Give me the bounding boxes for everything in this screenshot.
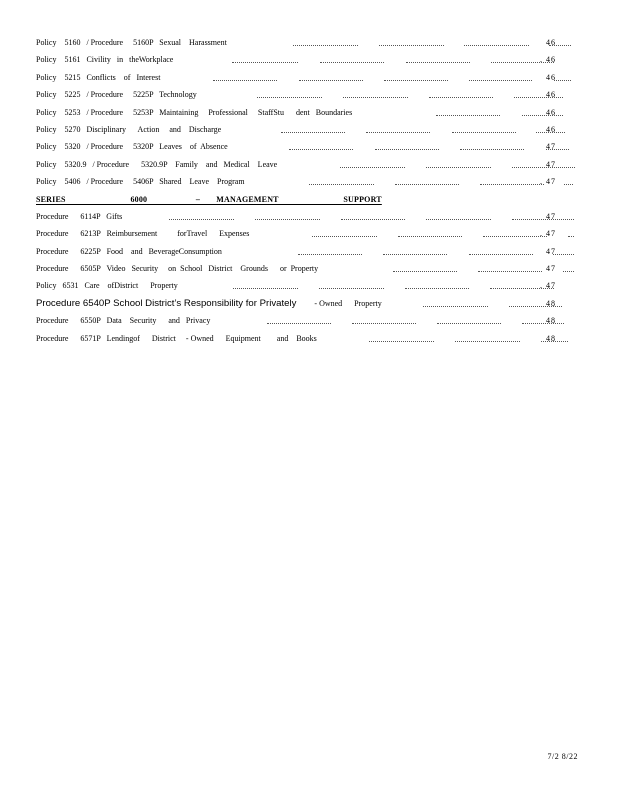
- toc-page-number: . 46: [540, 55, 556, 65]
- toc-dot-leader: [343, 85, 408, 98]
- toc-page-number: 46: [546, 90, 556, 100]
- toc-dot-leader: [232, 50, 298, 63]
- toc-dot-leader: [554, 68, 571, 81]
- toc-entry-title: Procedure 6550P Data Security and Privacy: [36, 316, 211, 326]
- table-of-contents: [36, 37, 556, 350]
- toc-dot-leader: [553, 242, 574, 255]
- toc-dot-leader: [340, 155, 405, 168]
- toc-dot-leader: [375, 137, 439, 150]
- toc-dot-leader: [405, 276, 469, 289]
- toc-entry-title: Policy 5253 / Procedure 5253P Maintaining Professional StaffStu dent Boundaries: [36, 107, 353, 117]
- toc-entry-title: Policy 6531 Care ofDistrict Property: [36, 281, 178, 291]
- toc-dot-leader: [395, 172, 459, 185]
- toc-dot-leader: [366, 120, 430, 133]
- toc-dot-leader: [213, 68, 277, 81]
- toc-dot-leader: [460, 137, 524, 150]
- toc-dot-leader: [512, 155, 575, 168]
- toc-page-number: . 47: [540, 177, 556, 187]
- toc-dot-leader: [352, 311, 416, 324]
- toc-dot-leader: [563, 259, 574, 272]
- toc-entry-title: Procedure 6505P Video Security on School District Grounds or Property: [36, 264, 319, 274]
- toc-dot-leader: [478, 259, 542, 272]
- toc-entry-title: Procedure 6225P Food and BeverageConsumption: [36, 246, 222, 256]
- toc-page-number: 46: [546, 72, 556, 82]
- toc-entry-title: Policy 5161 Civility in theWorkplace: [36, 55, 174, 65]
- toc-page-number: 46: [546, 124, 556, 134]
- toc-dot-leader: [522, 103, 563, 116]
- toc-dot-leader: [379, 33, 444, 46]
- toc-page-number: 47: [546, 211, 556, 221]
- toc-dot-leader: [257, 85, 322, 98]
- toc-dot-leader: [267, 311, 331, 324]
- toc-entry-title: Policy 5406 / Procedure 5406P Shared Leave Program: [36, 177, 245, 187]
- toc-entry-title-rest: - Owned Property: [314, 298, 382, 308]
- toc-page-number: 46: [546, 107, 556, 117]
- toc-dot-leader: [437, 311, 501, 324]
- toc-dot-leader: [464, 33, 529, 46]
- toc-dot-leader: [320, 50, 384, 63]
- toc-dot-leader: [383, 242, 447, 255]
- toc-dot-leader: [293, 33, 358, 46]
- toc-dot-leader: [255, 207, 320, 220]
- toc-page-number: 47: [546, 264, 556, 274]
- toc-page-number: 48: [546, 298, 556, 308]
- toc-dot-leader: [384, 68, 448, 81]
- series-heading-text: SERIES 6000 – MANAGEMENT SUPPORT: [36, 194, 382, 204]
- toc-dot-leader: [568, 224, 574, 237]
- toc-dot-leader: [398, 224, 462, 237]
- toc-entry-title: Procedure 6213P Reimbursement forTravel Expenses: [36, 229, 250, 239]
- toc-entry-title: [36, 298, 382, 310]
- toc-dot-leader: [469, 68, 532, 81]
- page-footer-date: 7/2 8/22: [547, 752, 578, 761]
- toc-dot-leader: [480, 172, 544, 185]
- toc-dot-leader: [426, 155, 491, 168]
- toc-entry-title-lead: Procedure 6540P School District’s Responsibility for Privately: [36, 297, 297, 309]
- toc-dot-leader: [369, 329, 434, 342]
- toc-page-number: . 47: [540, 281, 556, 291]
- toc-dot-leader: [455, 329, 520, 342]
- toc-entry[interactable]: [36, 176, 556, 193]
- toc-entry-title: Policy 5320 / Procedure 5320P Leaves of Absence: [36, 142, 228, 152]
- toc-dot-leader: [423, 294, 488, 307]
- toc-dot-leader: [512, 207, 574, 220]
- toc-entry-title: Policy 5160 / Procedure 5160P Sexual Harassment: [36, 38, 227, 47]
- toc-page-number: 47: [546, 246, 556, 256]
- toc-page-number: 48: [546, 316, 556, 326]
- toc-page-number: 48: [546, 333, 556, 343]
- toc-entry-title: Policy 5215 Conflicts of Interest: [36, 72, 161, 82]
- toc-dot-leader: [483, 224, 547, 237]
- toc-dot-leader: [406, 50, 470, 63]
- toc-dot-leader: [233, 276, 298, 289]
- toc-dot-leader: [429, 85, 493, 98]
- toc-dot-leader: [309, 172, 374, 185]
- toc-dot-leader: [393, 259, 457, 272]
- toc-dot-leader: [298, 242, 362, 255]
- toc-dot-leader: [299, 68, 363, 81]
- toc-entry[interactable]: [36, 333, 556, 350]
- toc-dot-leader: [469, 242, 533, 255]
- toc-entry[interactable]: [36, 211, 556, 228]
- toc-dot-leader: [522, 311, 564, 324]
- toc-dot-leader: [564, 172, 573, 185]
- toc-page-number: 47: [546, 159, 556, 169]
- toc-page-number: 46: [546, 38, 556, 47]
- toc-dot-leader: [169, 207, 234, 220]
- toc-page-number: 47: [546, 142, 556, 152]
- toc-dot-leader: [319, 276, 384, 289]
- toc-dot-leader: [426, 207, 491, 220]
- toc-entry[interactable]: [36, 159, 556, 176]
- toc-entry-title: Policy 5270 Disciplinary Action and Discharge: [36, 124, 222, 134]
- toc-entry-title: Policy 5320.9 / Procedure 5320.9P Family and Medical Leave: [36, 159, 278, 169]
- toc-entry-title: Procedure 6114P Gifts: [36, 211, 123, 221]
- toc-page-number: . 47: [540, 229, 556, 239]
- toc-dot-leader: [452, 120, 516, 133]
- toc-dot-leader: [289, 137, 353, 150]
- toc-dot-leader: [341, 207, 405, 220]
- toc-dot-leader: [281, 120, 345, 133]
- toc-dot-leader: [436, 103, 500, 116]
- toc-dot-leader: [312, 224, 377, 237]
- toc-entry-title: Procedure 6571P Lendingof District - Owned Equipment and Books: [36, 333, 317, 343]
- toc-entry-title: Policy 5225 / Procedure 5225P Technology: [36, 90, 197, 100]
